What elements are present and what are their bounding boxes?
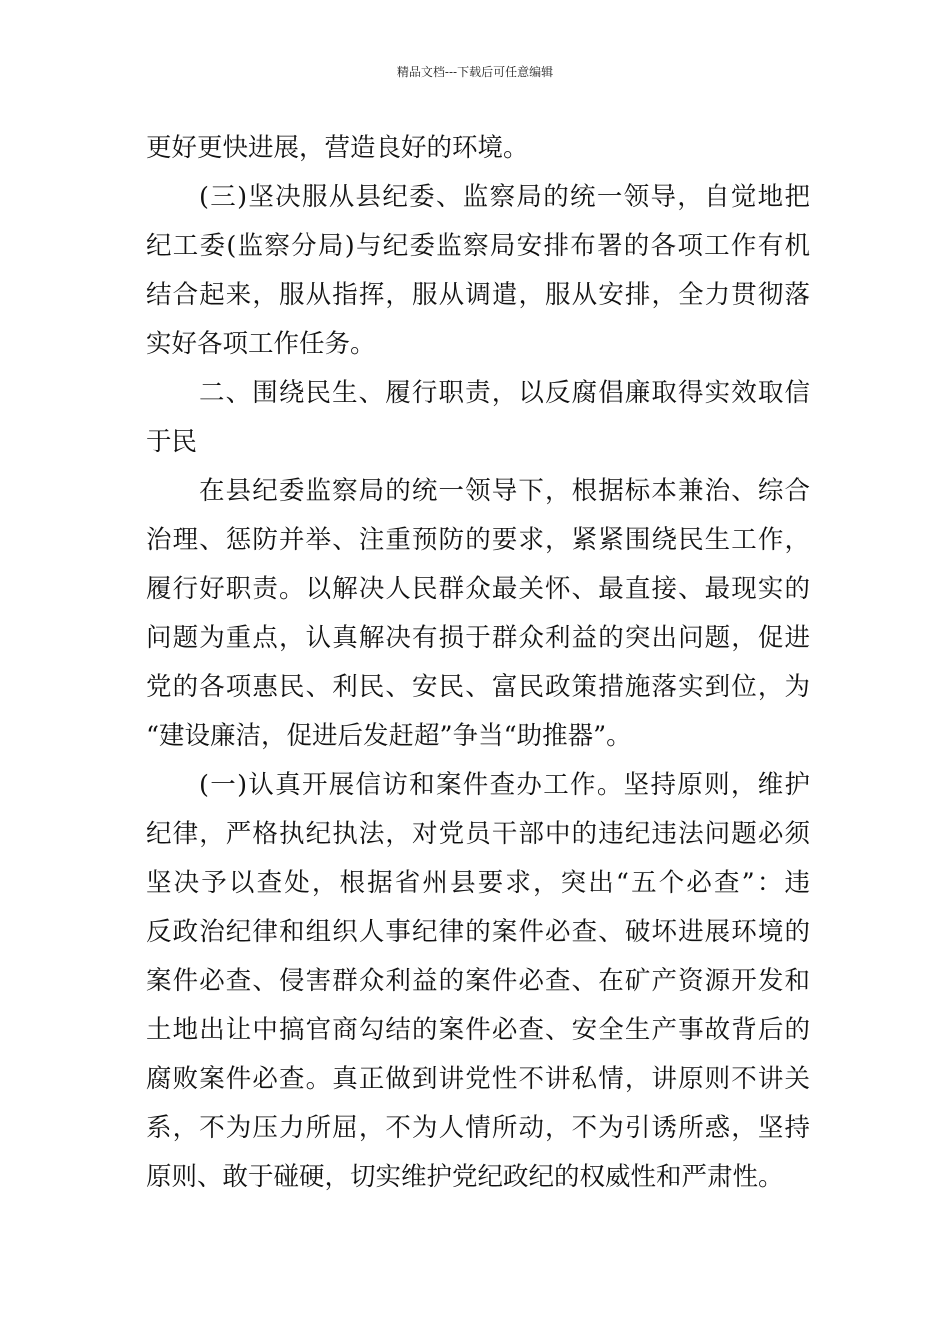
text-line: 在县纪委监察局的统一领导下，根据标本兼治、综合 [199, 476, 810, 506]
text-line: 治理、惩防并举、注重预防的要求，紧紧围绕民生工作， [146, 525, 810, 555]
text-line: “建设廉洁，促进后发赶超”争当“助推器”。 [146, 721, 632, 751]
text-line: 原则、敢于碰硬，切实维护党纪政纪的权威性和严肃性。 [146, 1162, 784, 1192]
text-line: 反政治纪律和组织人事纪律的案件必查、破坏进展环境的 [146, 917, 810, 947]
text-line: 党的各项惠民、利民、安民、富民政策措施落实到位，为 [146, 672, 810, 702]
text-line: 问题为重点，认真解决有损于群众利益的突出问题，促进 [146, 623, 810, 653]
section-heading-line: 于民 [146, 427, 198, 457]
document-body [146, 124, 810, 1202]
text-line: 系，不为压力所屈，不为人情所动，不为引诱所惑，坚持 [146, 1113, 810, 1143]
page-header: 精品文档---下载后可任意编辑 [396, 65, 554, 79]
text-line: (一)认真开展信访和案件查办工作。坚持原则，维护 [199, 770, 810, 800]
text-line: 履行好职责。以解决人民群众最关怀、最直接、最现实的 [146, 574, 810, 604]
text-line: 土地出让中搞官商勾结的案件必查、安全生产事故背后的 [146, 1015, 810, 1045]
text-line: 案件必查、侵害群众利益的案件必查、在矿产资源开发和 [146, 966, 810, 996]
section-heading-line: 二、围绕民生、履行职责，以反腐倡廉取得实效取信 [199, 378, 810, 408]
text-line: 纪律，严格执纪执法，对党员干部中的违纪违法问题必须 [146, 819, 810, 849]
text-line: 纪工委(监察分局)与纪委监察局安排布署的各项工作有机 [146, 231, 810, 261]
text-line: 坚决予以查处，根据省州县要求，突出“五个必查”：违 [146, 868, 810, 898]
text-line: 实好各项工作任务。 [146, 329, 376, 359]
text-line: 结合起来，服从指挥，服从调遣，服从安排，全力贯彻落 [146, 280, 810, 310]
text-line: 更好更快进展，营造良好的环境。 [146, 133, 529, 163]
text-line: (三)坚决服从县纪委、监察局的统一领导，自觉地把 [199, 182, 810, 212]
text-line: 腐败案件必查。真正做到讲党性不讲私情，讲原则不讲关 [146, 1064, 810, 1094]
